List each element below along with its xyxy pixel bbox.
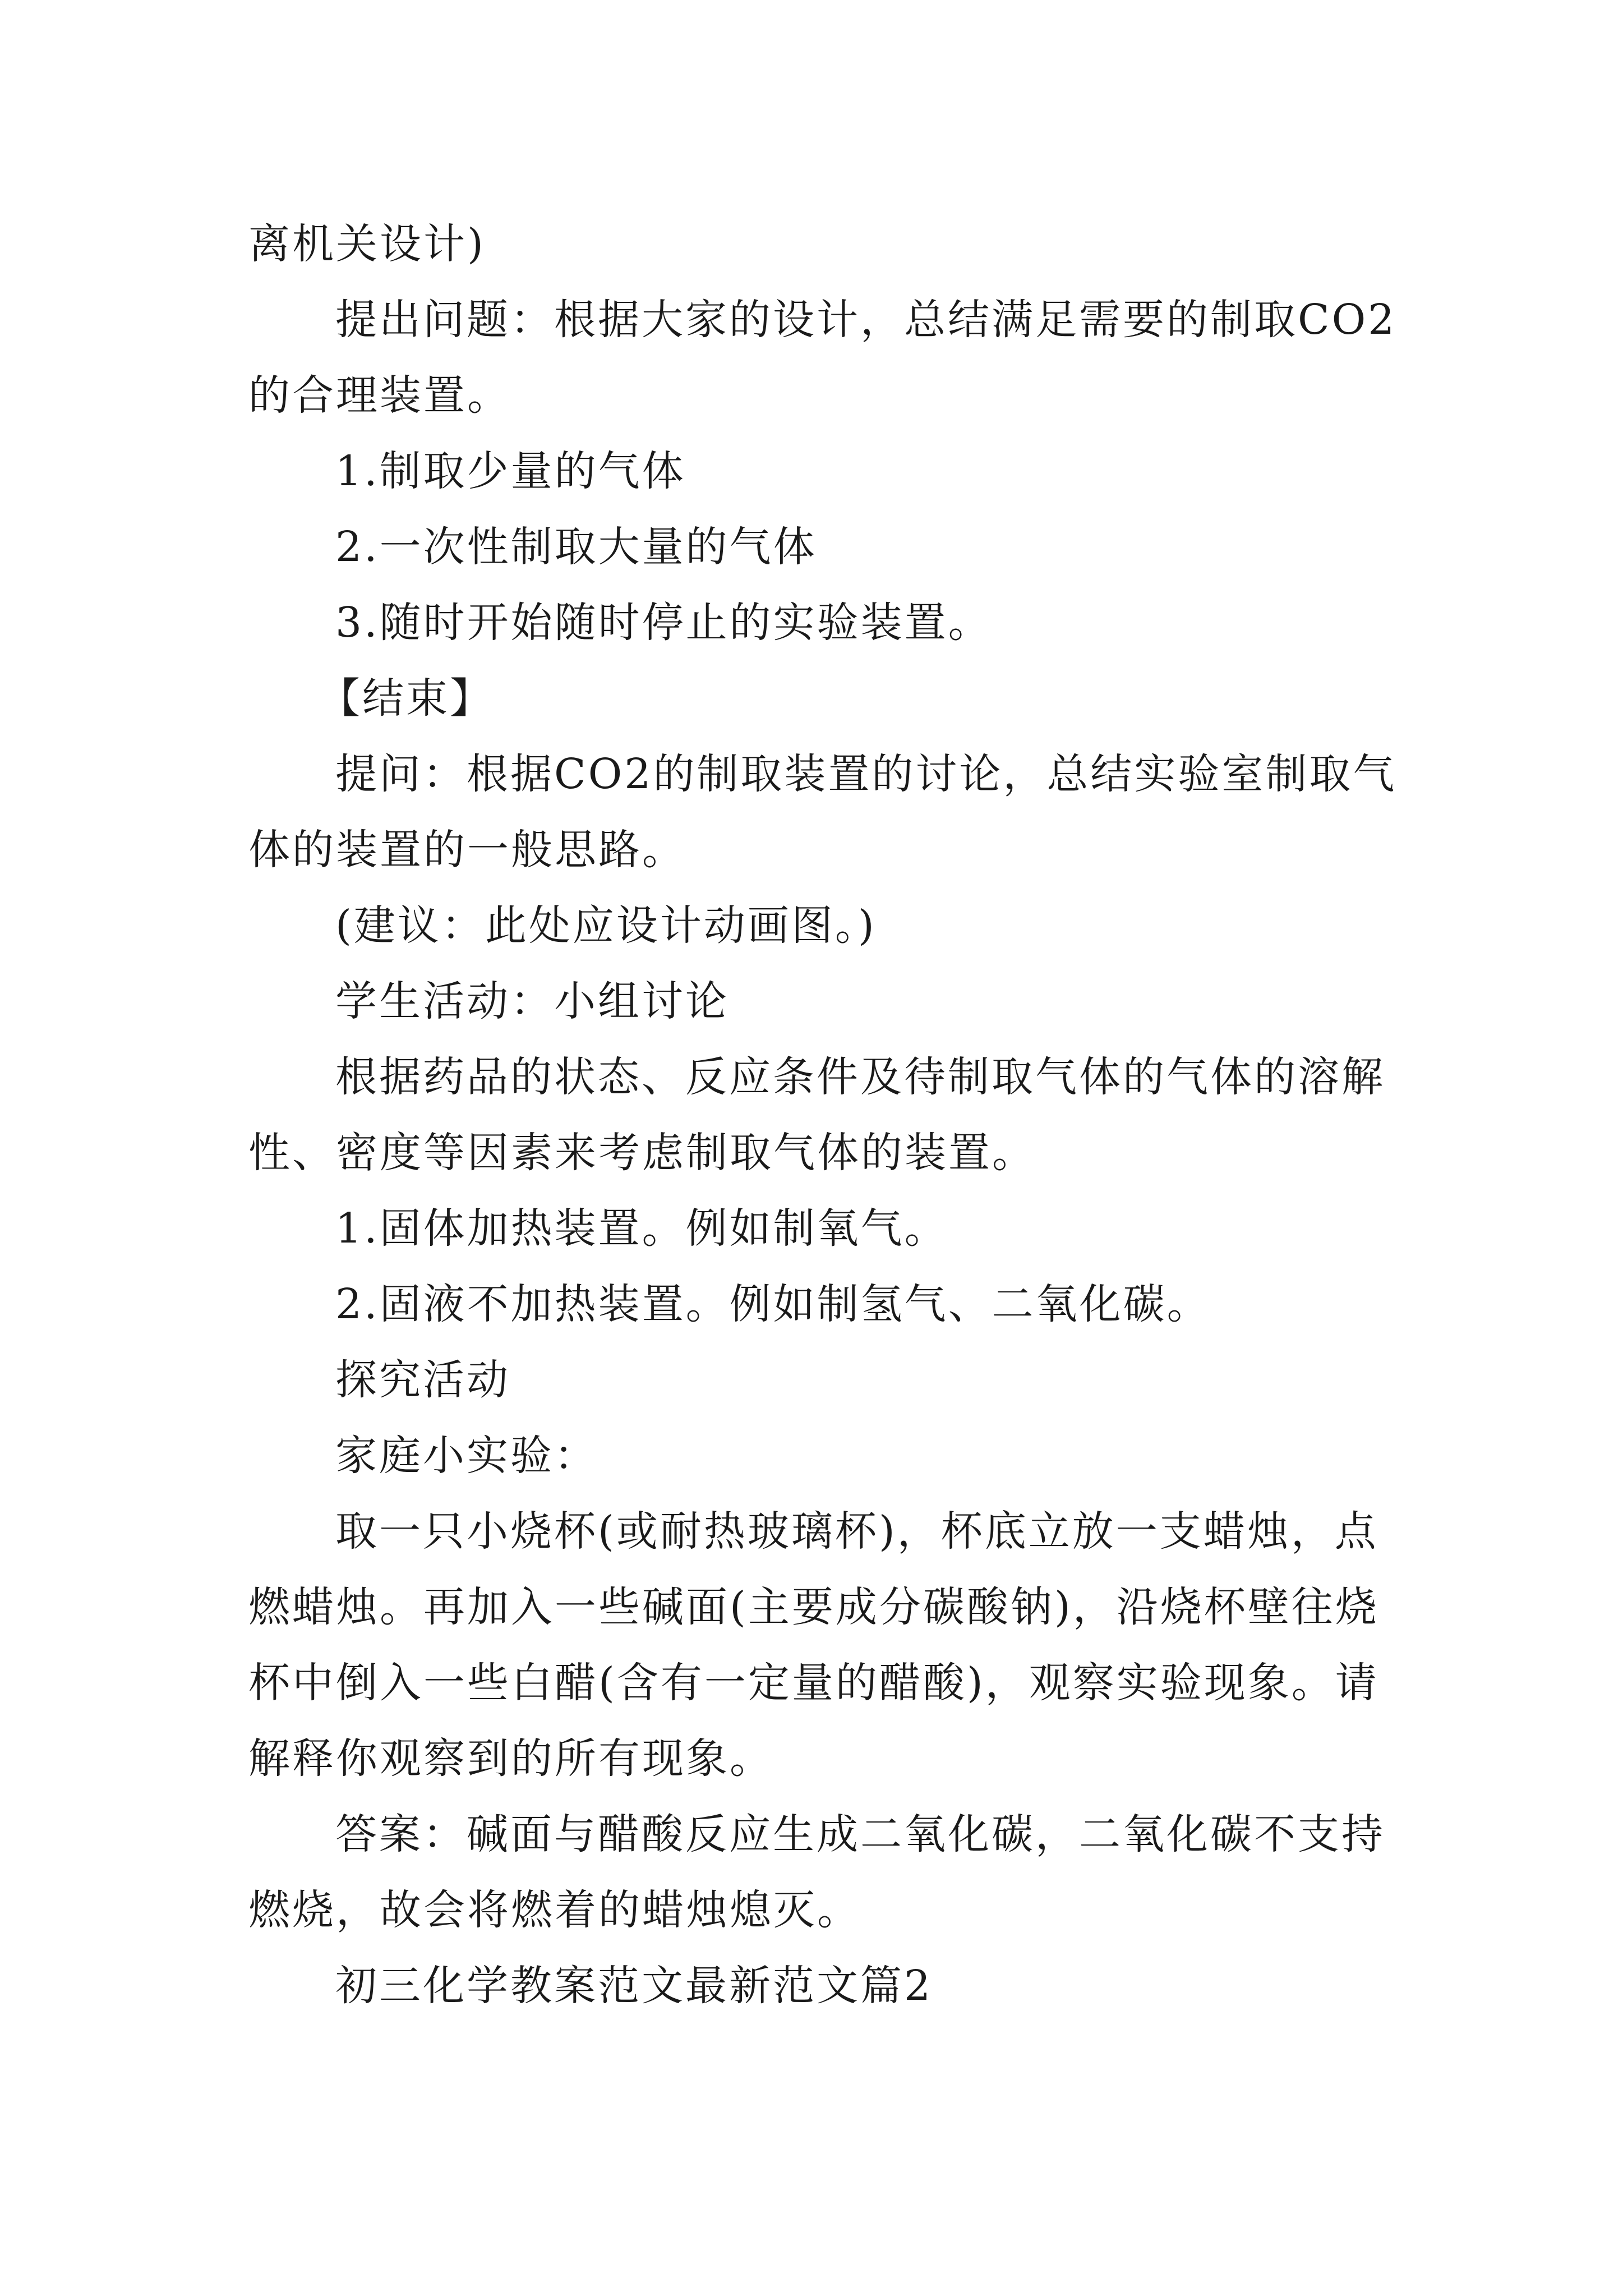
text-line-inquiry: 探究活动 [335,1356,510,1404]
text-line-ask: 提问：根据CO2的制取装置的讨论，总结实验室制取气 [335,750,1397,798]
list-item-3: 3.随时开始随时停止的实验装置。 [335,599,992,647]
text-line-basis-cont: 性、密度等因素来考虑制取气体的装置。 [248,1129,1036,1177]
text-line-home-experiment: 家庭小实验： [335,1432,598,1480]
text-line-procedure: 取一只小烧杯(或耐热玻璃杯)，杯底立放一支蜡烛，点 [335,1507,1378,1556]
text-line-student-activity: 学生活动：小组讨论 [335,977,729,1025]
text-line-continuation: 离机关设计) [248,220,486,268]
list-item-2: 2.一次性制取大量的气体 [335,523,817,571]
text-line-ask-cont: 体的装置的一般思路。 [248,826,686,874]
text-line-procedure-cont-2: 杯中倒入一些白醋(含有一定量的醋酸)，观察实验现象。请 [248,1659,1379,1707]
list-item-1: 1.制取少量的气体 [335,447,686,495]
section-title-part-2: 初三化学教案范文最新范文篇2 [335,1962,933,2010]
text-line-procedure-cont-3: 解释你观察到的所有现象。 [248,1734,773,1783]
list-item-solid-heating: 1.固体加热装置。例如制氧气。 [335,1204,948,1253]
text-line-question-cont: 的合理装置。 [248,371,511,420]
text-line-procedure-cont-1: 燃蜡烛。再加入一些碱面(主要成分碳酸钠)，沿烧杯壁往烧 [248,1583,1379,1631]
text-line-question: 提出问题：根据大家的设计，总结满足需要的制取CO2 [335,296,1397,344]
text-line-answer: 答案：碱面与醋酸反应生成二氧化碳，二氧化碳不支持 [335,1810,1385,1858]
list-item-solid-liquid: 2.固液不加热装置。例如制氢气、二氧化碳。 [335,1280,1211,1328]
text-line-answer-cont: 燃烧，故会将燃着的蜡烛熄灭。 [248,1886,861,1934]
section-heading-end: 【结束】 [319,674,494,723]
text-line-basis: 根据药品的状态、反应条件及待制取气体的气体的溶解 [335,1053,1385,1101]
text-line-suggestion: (建议：此处应设计动画图。) [335,901,877,950]
